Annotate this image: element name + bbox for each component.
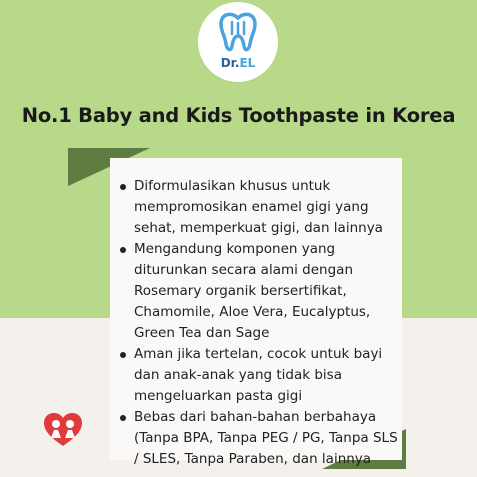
benefit-item: Bebas dari bahan-bahan berbahaya (Tanpa BPA, Tanpa PEG / PG, Tanpa SLS / SLES, Tanpa Paraben, dan lainnya [120, 407, 406, 470]
benefits-card [110, 158, 402, 467]
kids-heart-icon [43, 412, 83, 452]
headline: No.1 Baby and Kids Toothpaste in Korea [21, 104, 456, 127]
brand-name-part1: Dr. [220, 56, 240, 70]
brand-logo [200, 4, 276, 80]
benefit-item: Diformulasikan khusus untuk mempromosikan enamel gigi yang sehat, memperkuat gigi, dan lainnya [120, 176, 406, 239]
brand-name-part2: EL [239, 56, 256, 70]
tooth-icon [218, 12, 258, 54]
brand-name [200, 56, 276, 70]
benefit-item: Mengandung komponen yang diturunkan secara alami dengan Rosemary organik bersertifikat, Chamomile, Aloe Vera, Eucalyptus, Green Tea dan Sage [120, 239, 406, 344]
benefits-list [120, 176, 406, 470]
benefit-item: Aman jika tertelan, cocok untuk bayi dan anak-anak yang tidak bisa mengeluarkan pasta gigi [120, 344, 406, 407]
